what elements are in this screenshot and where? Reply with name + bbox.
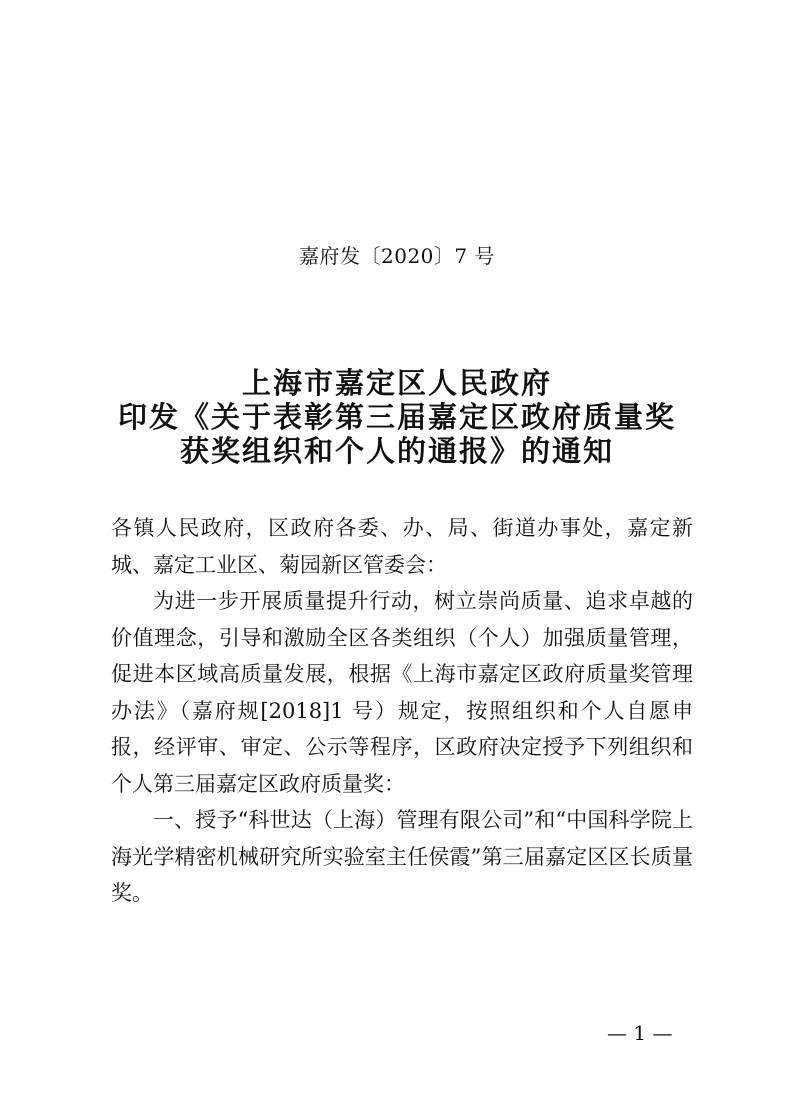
page-number: — 1 —	[607, 1021, 673, 1045]
body-paragraph-award-1: 一、授予“科世达（上海）管理有限公司”和“中国科学院上海光学精密机械研究所实验室主任侯霞”第三届嘉定区区长质量奖。	[111, 808, 693, 905]
document-body	[111, 510, 693, 912]
title-line-2: 印发《关于表彰第三届嘉定区政府质量奖	[117, 400, 676, 434]
body-paragraph-intro: 为进一步开展质量提升行动，树立崇尚质量、追求卓越的价值理念，引导和激励全区各类组织（个人）加强质量管理，促进本区域高质量发展，根据《上海市嘉定区政府质量奖管理办法》（嘉府规[2018]1 号）规定，按照组织和个人自愿申报，经评审、审定、公示等程序，区政府决定授予下列组织和个人第三届嘉定区政府质量奖：	[111, 589, 693, 796]
document-title	[0, 366, 794, 468]
title-line-1: 上海市嘉定区人民政府	[241, 366, 552, 400]
document-number: 嘉府发〔2020〕7 号	[299, 244, 495, 268]
title-line-3: 获奖组织和个人的通报》的通知	[179, 434, 614, 468]
addressee: 各镇人民政府，区政府各委、办、局、街道办事处，嘉定新城、嘉定工业区、菊园新区管委会：	[111, 516, 693, 577]
